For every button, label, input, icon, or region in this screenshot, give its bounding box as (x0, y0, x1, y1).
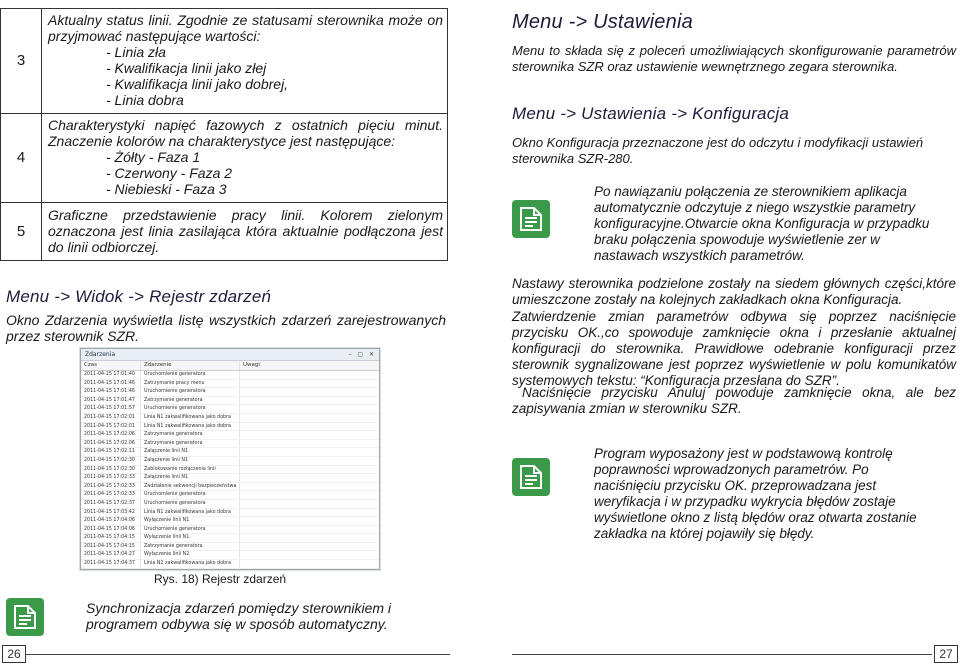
status-item: - Linia dobra (106, 92, 184, 108)
status-item: - Linia zła (106, 44, 166, 60)
status-table (0, 8, 448, 261)
event-time: 2011-04-15 17:02:01 (81, 423, 141, 431)
settings-description: Menu to składa się z poleceń umożliwiających skonfigurowanie parametrów sterownika SZR oraz ustawienie wewnętrznego zegara sterownika. (512, 43, 956, 74)
table-row (81, 560, 379, 569)
status-item: - Żółty - Faza 1 (106, 149, 201, 165)
column-header: Uwagi (243, 362, 260, 368)
event-time: 2011-04-15 17:04:15 (81, 534, 141, 542)
event-time: 2011-04-15 17:02:37 (81, 500, 141, 508)
event-description: Uruchomienie generatora (141, 500, 240, 508)
window-controls: – ▢ ✕ (348, 351, 376, 358)
event-description: Wyłączenie linii N2 (141, 551, 240, 559)
event-notes (240, 380, 379, 388)
status-cell (42, 9, 448, 114)
status-item: - Czerwony - Faza 2 (106, 165, 233, 181)
event-notes (240, 397, 379, 405)
status-item: - Kwalifikacja linii jako dobrej, (106, 76, 289, 92)
table-row (81, 397, 379, 406)
event-time: 2011-04-15 17:02:33 (81, 474, 141, 482)
event-log-description: Okno Zdarzenia wyświetla listę wszystkich zdarzeń zarejestrowanych przez sterownik SZR. (6, 312, 446, 344)
section-heading-event-log: Menu -> Widok -> Rejestr zdarzeń (6, 287, 272, 306)
event-description: Uruchomienie generatora (141, 526, 240, 534)
event-notes (240, 543, 379, 551)
status-intro: Aktualny status linii. Zgodnie ze statusami sterownika może on przyjmować następujące wartości: (48, 12, 443, 44)
connection-note: Po nawiązaniu połączenia ze sterownikiem aplikacja automatycznie odczytuje z niego wszystkie parametry konfiguracyjne.Otwarcie okna Konfiguracja w przypadku braku połączenia spowoduje wyświetlenie zer w nastawach wszystkich parametrów. (594, 184, 930, 263)
event-description: Linia N1 zakwalifikowana jako dobra (141, 509, 240, 517)
event-notes (240, 483, 379, 491)
table-row (81, 509, 379, 518)
event-time: 2011-04-15 17:01:46 (81, 380, 141, 388)
column-header: Czas (81, 361, 141, 370)
window-titlebar (81, 349, 379, 361)
table-row (81, 500, 379, 509)
table-row (81, 517, 379, 526)
table-row (81, 526, 379, 535)
event-description: Zatrzymanie generatora (141, 431, 240, 439)
table-header (81, 361, 379, 371)
event-description: Zablokowanie rozłączenia linii (141, 466, 240, 474)
event-time: 2011-04-15 17:02:30 (81, 457, 141, 465)
event-description: Linia N2 zakwalifikowana jako dobra (141, 560, 240, 568)
event-notes (240, 448, 379, 456)
event-notes (240, 526, 379, 534)
note-icon (6, 598, 44, 636)
event-time: 2011-04-15 17:04:37 (81, 560, 141, 568)
footer-divider (26, 654, 450, 655)
table-row (81, 457, 379, 466)
event-description: Załączenie linii N1 (141, 448, 240, 456)
event-notes (240, 431, 379, 439)
table-row (81, 543, 379, 552)
event-notes (240, 388, 379, 396)
footer-divider (512, 654, 932, 655)
table-row (81, 551, 379, 560)
event-description: Uruchomienie generatora (141, 371, 240, 379)
event-time: 2011-04-15 17:01:40 (81, 371, 141, 379)
event-notes (240, 371, 379, 379)
event-notes (240, 440, 379, 448)
table-row (81, 405, 379, 414)
event-time: 2011-04-15 17:02:30 (81, 466, 141, 474)
table-row (81, 423, 379, 432)
event-description: Uruchomienie generatora (141, 405, 240, 413)
event-time: 2011-04-15 17:01:47 (81, 397, 141, 405)
event-notes (240, 560, 379, 568)
event-time: 2011-04-15 17:02:01 (81, 414, 141, 422)
event-notes (240, 423, 379, 431)
sync-note: Synchronizacja zdarzeń pomiędzy sterownikiem i programem odbywa się w sposób automatyczny. (86, 600, 392, 632)
event-description: Wyłączenie linii N1 (141, 517, 240, 525)
status-intro: Charakterystyki napięć fazowych z ostatnich pięciu minut. Znaczenie kolorów na charakterystyce jest następujące: (48, 117, 443, 149)
row-number: 3 (1, 9, 42, 114)
cancel-paragraph: Naciśnięcie przycisku Anuluj powoduje zamknięcie okna, ale bez zapisywania zmian w sterowniku SZR. (512, 385, 956, 416)
event-description: Linia N1 zakwalifikowana jako dobra (141, 414, 240, 422)
event-time: 2011-04-15 17:04:06 (81, 517, 141, 525)
row-number: 5 (1, 203, 42, 261)
table-row (81, 491, 379, 500)
event-rows (81, 371, 379, 570)
event-notes (240, 569, 379, 570)
event-description: Zatrzymanie generatora (141, 440, 240, 448)
event-notes (240, 517, 379, 525)
table-row (81, 569, 379, 570)
note-icon (512, 458, 550, 496)
event-notes (240, 500, 379, 508)
status-intro: Graficzne przedstawienie pracy linii. Kolorem zielonym oznaczona jest linia zasilająca która aktualnie podłączona jest do linii odbiorczej. (42, 203, 448, 261)
window-title: Zdarzenia (85, 351, 116, 358)
event-time: 2011-04-15 17:04:27 (81, 551, 141, 559)
event-notes (240, 509, 379, 517)
event-notes (240, 414, 379, 422)
event-description: Linia N1 zakwalifikowana jako dobra (141, 423, 240, 431)
table-row (81, 474, 379, 483)
page-number-right: 27 (934, 645, 958, 663)
event-time: 2011-04-15 17:02:33 (81, 483, 141, 491)
table-row (81, 534, 379, 543)
event-notes (240, 405, 379, 413)
event-time: 2011-04-15 17:04:06 (81, 526, 141, 534)
table-row (81, 448, 379, 457)
status-item: - Niebieski - Faza 3 (106, 181, 227, 197)
status-cell (42, 114, 448, 203)
event-log-screenshot (80, 348, 380, 570)
event-description: Załączenie linii N1 (141, 474, 240, 482)
event-time: 2011-04-15 17:02:33 (81, 491, 141, 499)
event-time: 2011-04-15 17:02:06 (81, 431, 141, 439)
table-row (81, 440, 379, 449)
note-icon (512, 200, 550, 238)
event-description: Zatrzymanie generatora (141, 397, 240, 405)
event-notes (240, 551, 379, 559)
table-row (81, 371, 379, 380)
table-row (81, 380, 379, 389)
event-notes (240, 474, 379, 482)
table-row (81, 466, 379, 475)
event-description (141, 569, 240, 570)
event-time: 2011-04-15 17:04:15 (81, 543, 141, 551)
table-row (81, 388, 379, 397)
event-time: 2011-04-15 17:01:57 (81, 405, 141, 413)
event-time: 2011-04-15 17:01:46 (81, 388, 141, 396)
event-time: 2011-04-15 17:02:06 (81, 440, 141, 448)
event-description: Uruchomienie generatora (141, 388, 240, 396)
event-notes (240, 466, 379, 474)
event-notes (240, 457, 379, 465)
table-row (81, 414, 379, 423)
figure-caption: Rys. 18) Rejestr zdarzeń (154, 572, 287, 586)
column-header: Zdarzenie (141, 361, 240, 370)
configuration-description: Okno Konfiguracja przeznaczone jest do odczytu i modyfikacji ustawień sterownika SZR-280. (512, 135, 924, 166)
event-description: Wyłączenie linii N1 (141, 534, 240, 542)
settings-parts-paragraph: Nastawy sterownika podzielone zostały na siedem głównych części,które umieszczone zostały na kolejnych zakładkach okna Konfiguracja. (512, 276, 956, 307)
page-number-left: 26 (2, 645, 26, 663)
row-number: 4 (1, 114, 42, 203)
event-description: Uruchomienie generatora (141, 491, 240, 499)
event-time: 2011-04-15 17:02:11 (81, 448, 141, 456)
event-time (81, 569, 141, 570)
event-notes (240, 534, 379, 542)
section-heading-settings: Menu -> Ustawienia (512, 11, 693, 33)
event-description: Zadziałanie sekwencji bezpieczeństwa (141, 483, 240, 491)
event-description: Zatrzymanie pracy menu (141, 380, 240, 388)
confirm-changes-paragraph: Zatwierdzenie zmian parametrów odbywa się poprzez naciśnięcie przycisku OK.,co spowoduje zamknięcie okna i przesłanie aktualnej konfiguracji do sterownika. Prawidłowe odebranie konfiguracji przez sterownik sygnalizowane jest poprzez wyświetlenie w polu komunikatów systemowych tekstu: “Konfiguracja przesłana do SZR”. (512, 309, 956, 388)
section-heading-configuration: Menu -> Ustawienia -> Konfiguracja (512, 104, 790, 123)
table-row (81, 431, 379, 440)
table-row (81, 483, 379, 492)
status-item: - Kwalifikacja linii jako złej (106, 60, 267, 76)
event-notes (240, 491, 379, 499)
event-description: Zatrzymanie generatora (141, 543, 240, 551)
event-time: 2011-04-15 17:03:42 (81, 509, 141, 517)
validation-note: Program wyposażony jest w podstawową kontrolę poprawności wprowadzonych parametrów. Po naciśnięciu przycisku OK. przeprowadzana jest weryfikacja i w przypadku wykrycia błędów zostaje wyświetlone okno z listą błędów oraz otwarta zostanie zakładka na której pojawiły się błędy. (594, 446, 917, 541)
event-description: Załączenie linii N1 (141, 457, 240, 465)
